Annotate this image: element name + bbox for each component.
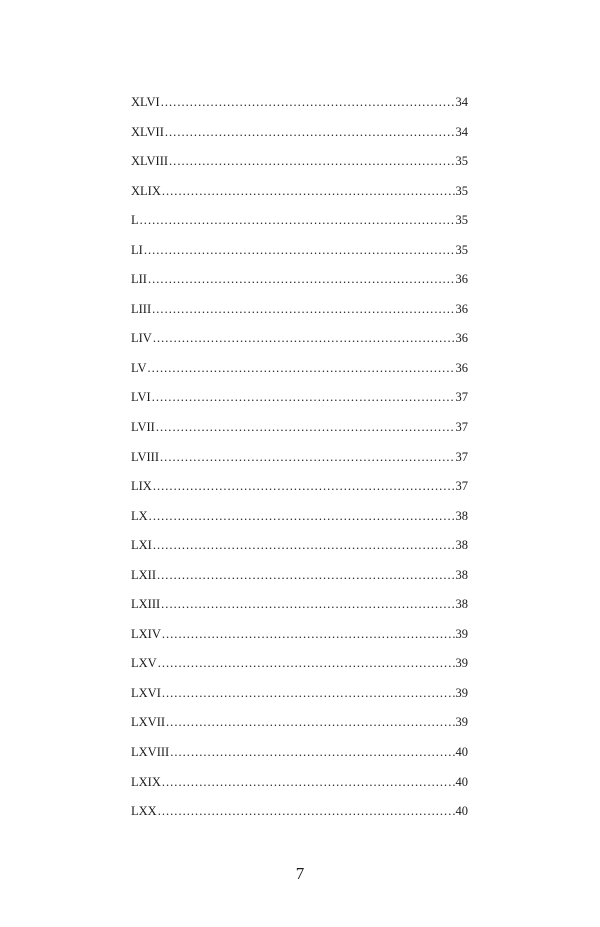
toc-entry-page: 39	[455, 656, 468, 671]
dot-leader	[170, 742, 454, 762]
toc-entry-label: LXIV	[131, 626, 161, 641]
toc-entry-page: 38	[455, 508, 468, 523]
toc-entry-page: 38	[455, 538, 468, 553]
toc-entry-label: XLIX	[131, 183, 161, 198]
toc-entry-page: 36	[455, 360, 468, 375]
toc-entry[interactable]	[131, 387, 468, 417]
toc-entry-label: LVII	[131, 420, 155, 435]
toc-entry-label: LIX	[131, 479, 152, 494]
toc-entry[interactable]	[131, 506, 468, 536]
page-number: 7	[295, 864, 305, 883]
dot-leader	[148, 269, 455, 289]
toc-entry-page: 34	[455, 124, 468, 139]
dot-leader	[165, 122, 455, 142]
toc-entry-label: L	[131, 213, 139, 228]
toc-entry[interactable]	[131, 624, 468, 654]
toc-entry-label: LXII	[131, 567, 156, 582]
toc-entry[interactable]	[131, 772, 468, 802]
dot-leader	[160, 447, 454, 467]
dot-leader	[162, 181, 455, 201]
toc-entry-page: 37	[455, 449, 468, 464]
toc-entry-label: LXIII	[131, 597, 161, 612]
toc-entry-label: LXVII	[131, 715, 166, 730]
toc-entry[interactable]	[131, 417, 468, 447]
dot-leader	[149, 506, 455, 526]
toc-entry[interactable]	[131, 92, 468, 122]
toc-entry-label: LXVIII	[131, 745, 170, 760]
dot-leader	[162, 683, 455, 703]
dot-leader	[153, 328, 455, 348]
toc-entry[interactable]	[131, 653, 468, 683]
toc-entry-label: LXI	[131, 538, 152, 553]
toc-entry-page: 34	[455, 95, 468, 109]
toc-entry-page: 40	[455, 774, 468, 789]
dot-leader	[152, 387, 455, 407]
dot-leader	[166, 712, 454, 732]
toc-entry-label: XLVIII	[131, 154, 169, 169]
toc-entry[interactable]	[131, 299, 468, 329]
dot-leader	[157, 565, 455, 585]
dot-leader	[162, 772, 455, 792]
toc-entry-page: 39	[455, 626, 468, 641]
toc-entry[interactable]	[131, 742, 468, 772]
toc-entry-label: LI	[131, 242, 143, 257]
dot-leader	[161, 92, 455, 112]
toc-entry[interactable]	[131, 535, 468, 565]
toc-entry-page: 39	[455, 715, 468, 730]
toc-entry-label: LXVI	[131, 685, 161, 700]
toc-entry[interactable]	[131, 801, 468, 831]
toc-entry[interactable]	[131, 594, 468, 624]
dot-leader	[148, 358, 455, 378]
toc-entry[interactable]	[131, 328, 468, 358]
dot-leader	[153, 535, 455, 555]
dot-leader	[169, 151, 454, 171]
toc-entry-page: 37	[455, 390, 468, 405]
toc-entry-page: 40	[455, 804, 468, 819]
toc-entry-page: 38	[455, 567, 468, 582]
toc-entry-label: LVI	[131, 390, 151, 405]
toc-entry[interactable]	[131, 269, 468, 299]
table-of-contents	[131, 92, 468, 831]
toc-entry-page: 36	[455, 272, 468, 287]
dot-leader	[140, 210, 455, 230]
toc-entry[interactable]	[131, 151, 468, 181]
toc-entry[interactable]	[131, 122, 468, 152]
toc-entry[interactable]	[131, 712, 468, 742]
toc-entry[interactable]	[131, 565, 468, 595]
toc-entry[interactable]	[131, 358, 468, 388]
toc-entry-label: LXIX	[131, 774, 161, 789]
toc-entry-label: LIV	[131, 331, 152, 346]
toc-entry-label: LIII	[131, 301, 152, 316]
toc-entry-label: LX	[131, 508, 148, 523]
toc-entry-label: XLVI	[131, 95, 160, 109]
dot-leader	[153, 476, 455, 496]
toc-entry-label: LV	[131, 360, 147, 375]
dot-leader	[162, 624, 455, 644]
toc-entry[interactable]	[131, 181, 468, 211]
dot-leader	[161, 594, 454, 614]
toc-entry-page: 38	[455, 597, 468, 612]
toc-entry[interactable]	[131, 240, 468, 270]
dot-leader	[152, 299, 454, 319]
dot-leader	[158, 801, 455, 821]
toc-entry[interactable]	[131, 210, 468, 240]
dot-leader	[156, 417, 455, 437]
toc-entry-label: LXV	[131, 656, 157, 671]
toc-entry-page: 35	[455, 213, 468, 228]
toc-entry-label: LXX	[131, 804, 157, 819]
toc-entry-label: LVIII	[131, 449, 160, 464]
toc-entry-page: 35	[455, 183, 468, 198]
toc-entry-label: LII	[131, 272, 147, 287]
toc-entry-page: 36	[455, 331, 468, 346]
toc-entry-page: 36	[455, 301, 468, 316]
toc-entry-page: 40	[455, 745, 468, 760]
toc-entry-page: 35	[455, 154, 468, 169]
toc-entry[interactable]	[131, 447, 468, 477]
toc-entry[interactable]	[131, 476, 468, 506]
toc-entry-page: 37	[455, 420, 468, 435]
toc-entry-label: XLVII	[131, 124, 164, 139]
toc-entry-page: 37	[455, 479, 468, 494]
dot-leader	[144, 240, 455, 260]
toc-entry-page: 35	[455, 242, 468, 257]
toc-entry[interactable]	[131, 683, 468, 713]
toc-entry-page: 39	[455, 685, 468, 700]
dot-leader	[158, 653, 455, 673]
